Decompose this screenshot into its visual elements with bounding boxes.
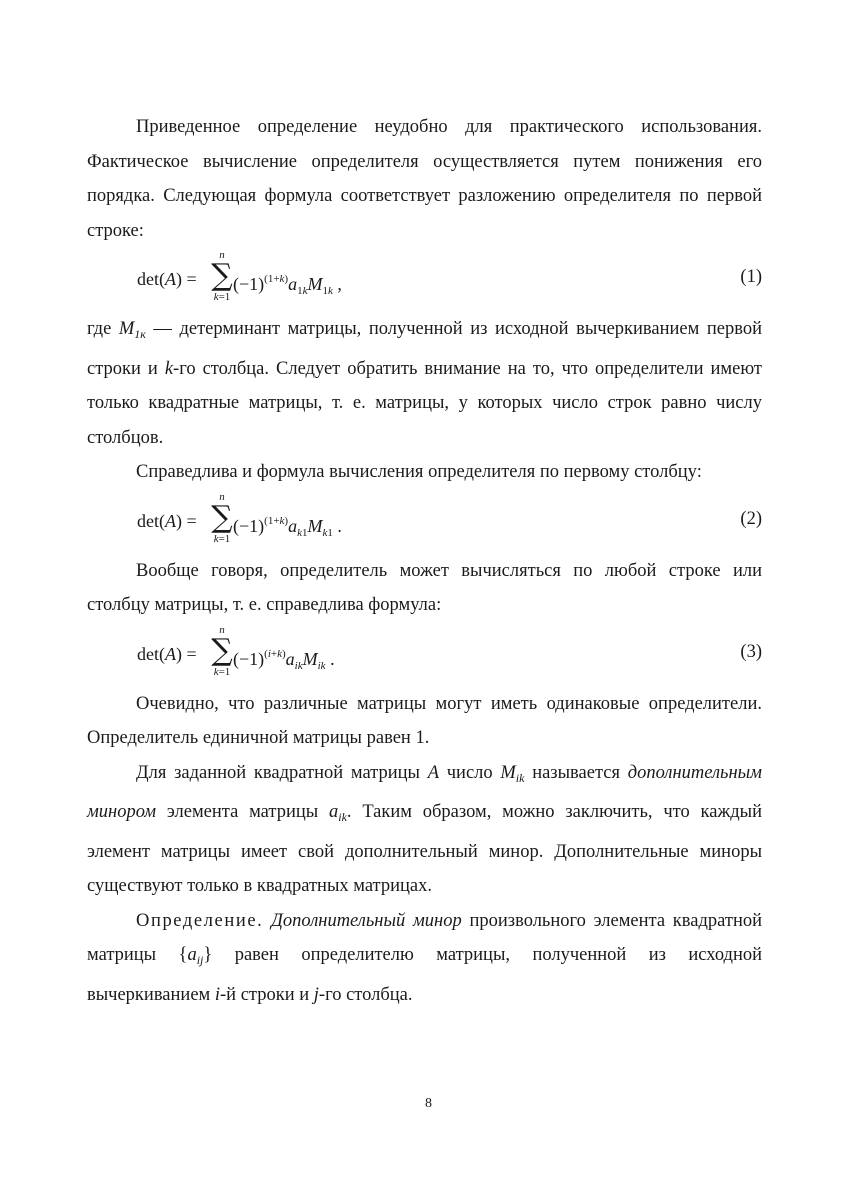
definition-term: Дополнительный минор [271, 910, 462, 931]
formula-2-lhs: det(A) = [137, 510, 197, 531]
summation-sign: n ∑ k=1 [211, 623, 233, 678]
page-body [87, 110, 762, 1012]
equation-number-3: (3) [740, 641, 762, 662]
formula-2-body: $(-1)^{(1+k)}a_{k1}M_{k1}$ . [233, 514, 342, 539]
paragraph-6: Для заданной квадратной матрицы A число $M_{ik}$ называется дополнительным минором элемента матрицы $a_{ik}$. Таким образом, можно заключить, что каждый элемент матрицы имеет свой дополнительный минор. Дополнительные миноры существуют только в квадратных матрицах. [87, 762, 762, 896]
page-number: 8 [425, 1096, 432, 1111]
formula-1-lhs: det(A) = [137, 269, 197, 289]
paragraph-3: Справедлива и формула вычисления определителя по первому столбцу: [136, 462, 702, 482]
equation-number-1: (1) [740, 267, 762, 287]
paragraph-2: где $M_{1к}$ — детерминант матрицы, полученной из исходной вычеркиванием первой строки и k-го столбца. Следует обратить внимание на то, что определители имеют только квадратные матрицы, т. е. матрицы, у которых число строк равно числу столбцов. [87, 319, 762, 448]
formula-3-lhs: det(A) = [137, 643, 197, 664]
equation-2 [87, 490, 762, 554]
equation-number-2: (2) [740, 508, 762, 529]
term-complementary-minor: дополнительным минором [87, 762, 762, 822]
paragraph-1: Приведенное определение неудобно для практического использования. Фактическое вычисление определителя осуществляется путем понижения его порядка. Следующая формула соответствует разложению определителя по первой строке: [87, 117, 762, 241]
equation-3 [87, 623, 762, 687]
paragraph-7: Определение. Дополнительный минор произвольного элемента квадратной матрицы $\{a_{ij}\}$ равен определителю матрицы, полученной из исходной вычеркиванием i-й строки и j-го столбца. [87, 910, 763, 1005]
formula-3-body: $(-1)^{(i+k)}a_{ik}M_{ik}$ . [233, 647, 335, 672]
summation-sign: n ∑ k=1 [211, 249, 233, 303]
definition-label: Определение. [136, 910, 264, 931]
summation-sign: n ∑ k=1 [211, 490, 233, 545]
formula-1-body: $(-1)^{(1+k)}a_{1k}M_{1k}$ , [233, 273, 342, 297]
paragraph-4: Вообще говоря, определитель может вычисляться по любой строке или столбцу матрицы, т. е. справедлива формула: [87, 560, 762, 615]
equation-1 [87, 248, 762, 312]
paragraph-5: Очевидно, что различные матрицы могут иметь одинаковые определители. Определитель единичной матрицы равен 1. [87, 693, 762, 748]
